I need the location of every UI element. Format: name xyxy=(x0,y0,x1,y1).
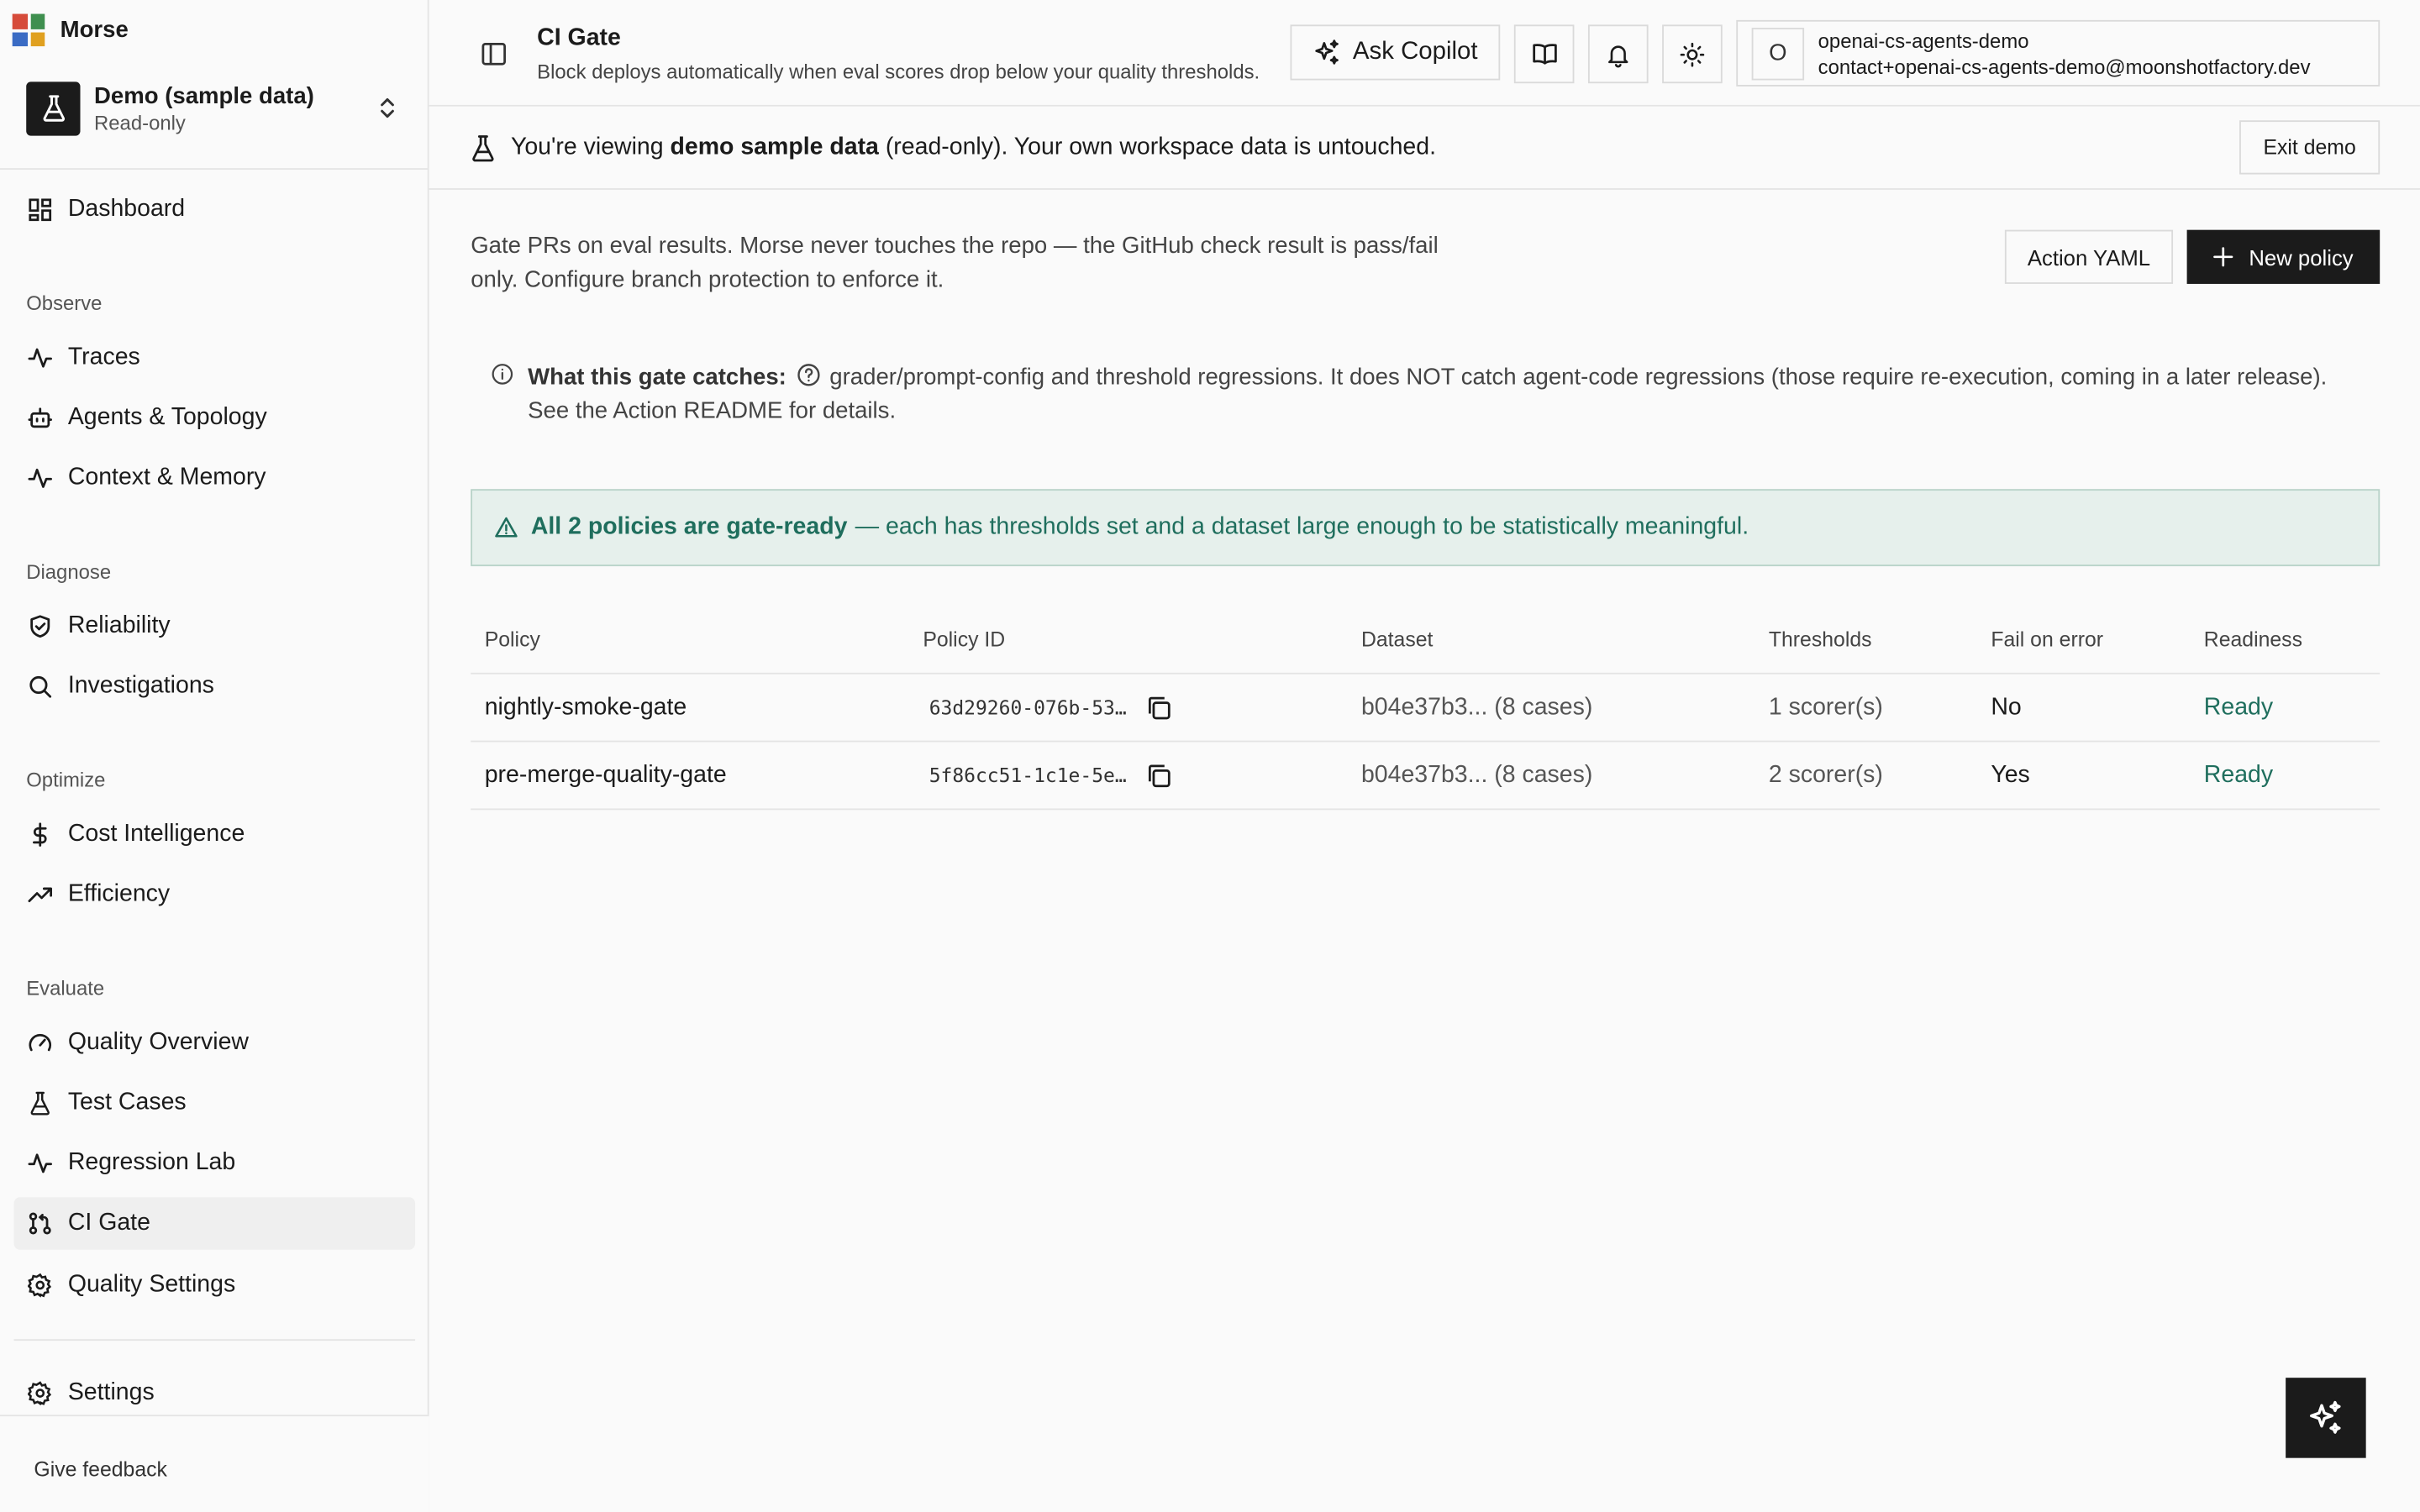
section-label-observe: Observe xyxy=(26,291,103,315)
shield-check-icon xyxy=(28,614,52,638)
sidebar-item-label: Dashboard xyxy=(67,196,186,223)
sidebar-toggle-icon[interactable] xyxy=(480,40,508,68)
policy-name[interactable]: nightly-smoke-gate xyxy=(484,693,687,720)
theme-toggle-button[interactable] xyxy=(1662,24,1723,83)
flask-icon xyxy=(471,134,495,162)
plus-icon xyxy=(2213,247,2233,267)
alert-triangle-icon xyxy=(494,515,518,539)
info-icon xyxy=(491,363,514,386)
sidebar-item-reliability[interactable] xyxy=(14,600,416,652)
column-header-dataset[interactable]: Dataset xyxy=(1360,627,1434,652)
readiness-status: Ready xyxy=(2203,693,2274,720)
sidebar-item-quality-overview[interactable] xyxy=(14,1016,416,1068)
column-header-thresholds[interactable]: Thresholds xyxy=(1768,627,1872,652)
ask-copilot-button[interactable] xyxy=(1290,24,1500,80)
section-label-optimize: Optimize xyxy=(26,768,106,792)
gear-icon xyxy=(28,1381,52,1405)
sidebar-item-label: Cost Intelligence xyxy=(67,821,245,848)
demo-banner xyxy=(429,107,2420,190)
sidebar-item-test-cases[interactable] xyxy=(14,1077,416,1129)
dataset: b04e37b3... (8 cases) xyxy=(1360,761,1593,788)
policy-id-cell xyxy=(929,742,1173,808)
sidebar-item-label: Quality Settings xyxy=(67,1271,236,1298)
sidebar-item-label: Reliability xyxy=(67,612,171,639)
workspace-mode: Read-only xyxy=(94,110,186,134)
sidebar-item-regression-lab[interactable] xyxy=(14,1137,416,1189)
table-row[interactable] xyxy=(471,675,2380,743)
copy-icon[interactable] xyxy=(1145,761,1173,789)
avatar: O xyxy=(1752,27,1804,79)
gauge-icon xyxy=(28,1031,52,1055)
sidebar-divider xyxy=(14,1339,416,1341)
copilot-fab-button[interactable] xyxy=(2286,1378,2366,1458)
action-yaml-button[interactable]: Action YAML xyxy=(2005,230,2173,284)
sidebar-item-agents-topology[interactable] xyxy=(14,392,416,444)
ask-copilot-label: Ask Copilot xyxy=(1352,38,1478,66)
app-name: Morse xyxy=(60,17,129,44)
sparkles-icon xyxy=(1313,39,1340,66)
account-email: contact+openai-cs-agents-demo@moonshotfactory.dev xyxy=(1818,55,2311,78)
activity-icon xyxy=(28,466,52,491)
sidebar-item-cost-intelligence[interactable] xyxy=(14,808,416,860)
column-header-readiness[interactable]: Readiness xyxy=(2203,627,2302,652)
policy-id: 63d29260-076b-53… xyxy=(929,696,1127,719)
gate-ready-bold: All 2 policies are gate-ready xyxy=(530,513,848,540)
sidebar-item-context-memory[interactable] xyxy=(14,452,416,504)
thresholds: 1 scorer(s) xyxy=(1768,693,1883,720)
exit-demo-button[interactable]: Exit demo xyxy=(2239,120,2380,174)
gear-icon xyxy=(28,1273,52,1297)
sun-icon xyxy=(1679,41,1705,67)
trending-up-icon xyxy=(28,883,52,907)
page-title: CI Gate xyxy=(537,24,621,51)
docs-button[interactable] xyxy=(1514,24,1575,83)
policies-table xyxy=(471,606,2380,810)
give-feedback-link[interactable]: Give feedback xyxy=(0,1415,429,1512)
sidebar-item-label: Agents & Topology xyxy=(67,404,267,431)
new-policy-button[interactable] xyxy=(2187,230,2381,284)
search-icon xyxy=(28,675,52,699)
bot-icon xyxy=(28,406,52,430)
sidebar-item-traces[interactable] xyxy=(14,332,416,384)
demo-banner-text: You're viewing demo sample data (read-only). Your own workspace data is untouched. xyxy=(510,134,1437,161)
activity-icon xyxy=(28,345,52,370)
book-open-icon xyxy=(1530,40,1558,68)
dollar-icon xyxy=(28,822,52,847)
flask-icon xyxy=(26,81,80,134)
sidebar xyxy=(0,0,429,1512)
sidebar-item-label: Test Cases xyxy=(67,1089,187,1116)
sidebar-item-label: Efficiency xyxy=(67,880,171,907)
sidebar-item-label: Settings xyxy=(67,1379,155,1406)
section-label-evaluate: Evaluate xyxy=(26,976,105,1000)
sidebar-item-label: CI Gate xyxy=(67,1209,150,1236)
dataset: b04e37b3... (8 cases) xyxy=(1360,693,1593,720)
account-menu[interactable] xyxy=(1736,20,2380,87)
table-row[interactable] xyxy=(471,742,2380,810)
policy-id-cell xyxy=(929,675,1173,741)
sidebar-item-ci-gate[interactable] xyxy=(14,1197,416,1249)
policy-name[interactable]: pre-merge-quality-gate xyxy=(484,761,727,788)
flask-icon xyxy=(28,1091,52,1116)
sidebar-item-label: Traces xyxy=(67,344,140,370)
account-name: openai-cs-agents-demo xyxy=(1818,28,2029,52)
chevrons-up-down-icon xyxy=(375,96,399,120)
column-header-fail-on-error[interactable]: Fail on error xyxy=(1991,627,2104,652)
top-header xyxy=(429,0,2420,107)
policy-id: 5f86cc51-1c1e-5e… xyxy=(929,764,1127,787)
workspace-switcher[interactable] xyxy=(26,77,415,139)
sidebar-item-investigations[interactable] xyxy=(14,660,416,712)
sidebar-item-label: Regression Lab xyxy=(67,1149,236,1176)
dashboard-icon xyxy=(28,197,52,222)
intro-text: Gate PRs on eval results. Morse never touches the repo — the GitHub check result is pass/fail only. Configure branch protection to enforce it. xyxy=(471,233,1439,293)
workspace-name: Demo (sample data) xyxy=(94,82,314,109)
copy-icon[interactable] xyxy=(1145,694,1173,722)
sidebar-divider xyxy=(0,168,429,170)
activity-icon xyxy=(28,1151,52,1175)
column-header-policy[interactable]: Policy xyxy=(484,627,540,652)
new-policy-label: New policy xyxy=(2249,244,2354,270)
column-header-policy-id[interactable]: Policy ID xyxy=(923,627,1006,652)
gate-ready-text: — each has thresholds set and a dataset large enough to be statistically meaningful. xyxy=(855,513,1749,540)
gate-catches-note xyxy=(491,361,2358,429)
sidebar-item-label: Context & Memory xyxy=(67,464,266,491)
gate-catches-text: grader/prompt-config and threshold regressions. It does NOT catch agent-code regressions (those require re-execution, coming in a later release). See the Action README for details. xyxy=(528,364,2328,425)
gate-ready-banner xyxy=(471,489,2380,566)
fail-on-error: No xyxy=(1991,693,2022,720)
sidebar-item-efficiency[interactable] xyxy=(14,869,416,921)
fail-on-error: Yes xyxy=(1991,761,2030,788)
help-circle-icon[interactable] xyxy=(796,363,820,387)
morse-logo-icon xyxy=(13,14,45,47)
brand[interactable] xyxy=(13,14,129,47)
sidebar-item-quality-settings[interactable] xyxy=(14,1259,416,1311)
page-subtitle: Block deploys automatically when eval scores drop below your quality thresholds. xyxy=(537,60,1260,84)
sidebar-item-label: Quality Overview xyxy=(67,1029,249,1056)
sparkles-icon xyxy=(2307,1399,2344,1436)
readiness-status: Ready xyxy=(2203,761,2274,788)
bell-icon xyxy=(1605,41,1631,67)
thresholds: 2 scorer(s) xyxy=(1768,761,1883,788)
gate-catches-label: What this gate catches: xyxy=(528,364,786,391)
sidebar-item-settings[interactable] xyxy=(14,1367,416,1419)
section-label-diagnose: Diagnose xyxy=(26,559,112,584)
sidebar-item-label: Investigations xyxy=(67,672,214,700)
git-pull-request-icon xyxy=(28,1211,52,1236)
notifications-button[interactable] xyxy=(1588,24,1649,83)
table-header-row xyxy=(471,606,2380,675)
sidebar-item-dashboard[interactable] xyxy=(14,184,416,236)
